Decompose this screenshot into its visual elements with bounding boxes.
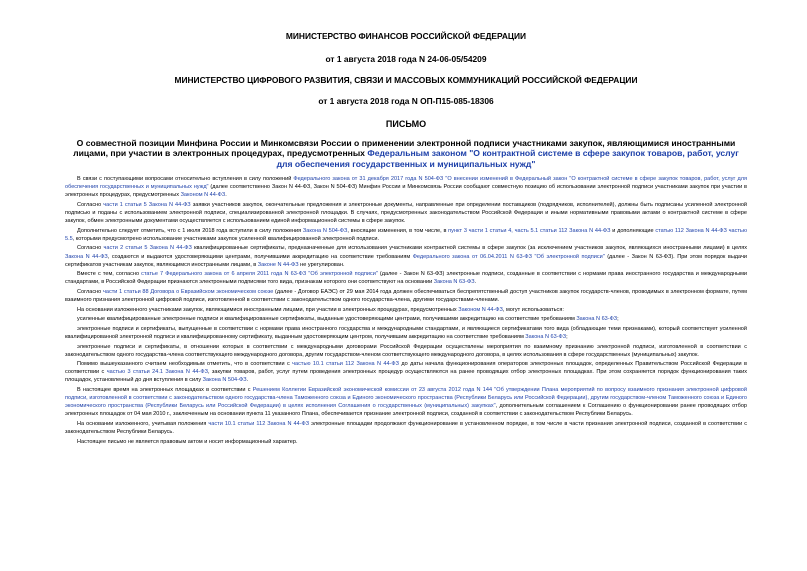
law-reference-link[interactable]: части 1 статьи 5 Закона N 44-ФЗ [103, 202, 191, 208]
paragraph [65, 343, 747, 359]
paragraph-text: заявки участников закупок, окончательные предложения и электронные документы, направленные при определении поставщиков (подрядчиков, исполнителей), должны быть подписаны усиленной электронной подписью и поданы с использованием электронной подписи, специализированной электронной площадки. В случаях, предусмотренных законодательством Российской Федерации и иными нормативными правовыми актами о контрактной системе в сфере закупок, обмен электронными документами осуществляется с использованием единой информационной системы в сфере закупок. [65, 202, 748, 225]
paragraph [65, 315, 747, 323]
paragraph-text: В связи с поступающими вопросами относительно вступления в силу положений [77, 176, 294, 183]
paragraph-text: электронные подписи и сертификаты, выпущенные в соответствии с нормами права иностранного государства и международными стандартами, и являющиеся сертификатами того вида (обладающие теми признаками), который соответствует усиленной квалифицированной электронной подписи и квалифицированному сертификату, выданным удостоверяющим центром, получившим аккредитацию на соответствие требованиям [65, 325, 747, 340]
paragraph [65, 420, 747, 436]
paragraph-text: (далее соответственно Закон N 44-ФЗ, Закон N 504-ФЗ) Минфин России и Минкомсвязь России сообщают совместную позицию об использовании электронной подписи участниками закупок при участии в электронных процедурах, предусмотренных [65, 184, 747, 199]
law-reference-link[interactable]: части 10.1 статьи 112 Закона N 44-ФЗ [208, 420, 310, 427]
law-reference-link[interactable]: частью 3 статьи 24.1 Закона N 44-ФЗ [106, 369, 208, 376]
finance-letter-date: от 1 августа 2018 года N 24-06-05/54209 [325, 54, 487, 64]
law-reference-link[interactable]: части 2 статьи 5 Закона N 44-ФЗ [103, 245, 192, 252]
law-reference-link[interactable]: статье 7 Федерального закона от 6 апреля 2011 года N 63-ФЗ "Об электронной подписи" [141, 271, 378, 278]
paragraph-text: . [246, 377, 249, 384]
paragraph-text: Согласно [77, 245, 104, 252]
paragraph [65, 325, 747, 341]
document-type: ПИСЬМО [385, 119, 427, 129]
paragraph-text: , создаются и выдаются удостоверяющими центрами, получившими аккредитацию на соответствие требованиям [107, 253, 413, 260]
law-reference-link[interactable]: частью 10.1 статьи 112 Закона N 44-ФЗ [292, 361, 399, 368]
paragraph-text: ; [566, 333, 568, 340]
paragraph-text: и дополняющие [610, 227, 656, 234]
paragraph [65, 306, 747, 314]
paragraph-text: , вносящие изменения, в том числе, в [347, 227, 449, 234]
paragraph-text: (далее - Закон N 63-ФЗ) электронные подписи, созданные в соответствии с нормами права иностранного государства и международными стандартами, в Российской Федерации признаются электронными подписями того вида, признакам которого они соответствуют на основании [65, 271, 747, 286]
subject-law-link[interactable]: Федеральным законом "О контрактной системе в сфере закупок товаров, работ, услуг для обеспечения государственных и муниципальных нужд" [276, 148, 739, 169]
paragraph-text: до даты начала функционирования операторов электронных площадок, определенных Правительством Российской Федерации в соответствии с [65, 361, 747, 376]
paragraph-text: ; [617, 316, 619, 323]
law-reference-link[interactable]: Закона N 504-ФЗ [302, 227, 348, 234]
law-reference-link[interactable]: Закона N 504-ФЗ [202, 377, 247, 384]
law-reference-link[interactable]: Федерального закона от 06.04.2011 N 63-ФЗ "Об электронной подписи" [412, 253, 605, 260]
paragraph-text: не урегулирован. [298, 261, 345, 268]
ministry-digital-heading: МИНИСТЕРСТВО ЦИФРОВОГО РАЗВИТИЯ, СВЯЗИ И МАССОВЫХ КОММУНИКАЦИЙ РОССИЙСКОЙ ФЕДЕРАЦИИ [174, 75, 638, 85]
law-reference-link[interactable]: части 1 статьи 88 Договора о Евразийском экономическом союзе [102, 288, 274, 295]
paragraph-text: . [474, 279, 477, 286]
paragraph-text: Дополнительно следует отметить, что с 1 июля 2018 года вступили в силу положения [77, 227, 303, 234]
paragraph-text: (далее - Закон N 63-ФЗ). При этом порядок выдачи сертификатов участникам закупок, являющимся иностранными лицами, в [65, 253, 747, 268]
paragraph-text: , закупки товаров, работ, услуг путем проведения электронных процедур осуществляются на ранее проводящих отбор электронных площадках. При этом сохраняется порядок функционирования таких площадок, установленный до дня вступления в силу [65, 369, 747, 384]
paragraph-text: . [225, 192, 227, 199]
paragraph-text: , которыми предусмотрено использование участниками закупок усиленной квалифицированной электронной подписи. [72, 235, 380, 242]
paragraph [65, 201, 747, 225]
paragraph-text: , могут использоваться: [502, 306, 564, 313]
law-reference-link[interactable]: Законом N 44-ФЗ [180, 192, 226, 199]
paragraph-text: Согласно [77, 202, 104, 208]
paragraph-text: электронные площадки продолжают функционирование в установленном порядке, в том числе в части признания электронной подписи, созданной в соответствии с законодательством Республики Беларусь. [65, 420, 747, 435]
paragraph-text: В настоящее время на электронных площадках в соответствии с [77, 386, 253, 393]
paragraph-text: Вместе с тем, согласно [77, 271, 142, 278]
paragraph-text: Настоящее письмо не является правовым актом и носит информационный характер. [77, 438, 298, 445]
law-reference-link[interactable]: Закона N 63-ФЗ [525, 333, 567, 340]
law-reference-link[interactable]: Федерального закона от 31 декабря 2017 года N 504-ФЗ "О внесении изменений в Федеральный закон "О контрактной системе в сфере закупок товаров, работ, услуг для обеспечения государственных и муниципальных нужд" [65, 176, 747, 191]
paragraph-text: усиленные квалифицированные электронные подписи и квалифицированные сертификаты, выданные удостоверяющими центрами, получившими аккредитацию на соответствие требованиям [77, 316, 577, 323]
paragraph [65, 386, 747, 418]
paragraph [65, 244, 747, 268]
paragraph-text: Помимо вышеуказанного считаем необходимым отметить, что в соответствии с [77, 361, 293, 368]
law-reference-link[interactable]: Законом N 44-ФЗ [458, 306, 503, 313]
law-reference-link[interactable]: Закона N 44-ФЗ [65, 253, 108, 260]
paragraph-text: (далее - Договор ЕАЭС) от 29 мая 2014 года должен обеспечиваться беспрепятственный доступ участников закупок государств-членов, проводимых в электронном формате, путем взаимного признания электронной цифровой подписи, изготовленной в соответствии с законодательством одного государства-члена, другими государствами-членами. [65, 288, 747, 304]
letter-subject [65, 138, 747, 169]
digital-letter-date: от 1 августа 2018 года N ОП-П15-085-18306 [318, 96, 494, 106]
paragraph-text: квалифицированные сертификаты, предназначенные для использования участниками контрактной системы в сфере закупок (за исключением участников закупок, являющихся иностранными лицами) в целях [191, 245, 748, 252]
law-reference-link[interactable]: Решением Коллегии Евразийской экономической комиссии от 23 августа 2012 года N 144 "Об утверждении Плана мероприятий по вопросу взаимного признания электронной цифровой подписи, изготовленной в соответствии с законодательством одного государства-члена Таможенного союза и Единого экономического пространства (Республики Беларусь или Российской Федерации), другим государством-членом Таможенного союза и Единого экономического пространства (Республики Беларусь или Российской Федерации) в целях исполнения Соглашения о государственных (муниципальных) закупках" [65, 386, 747, 410]
law-reference-link[interactable]: Законе N 44-ФЗ [257, 261, 299, 268]
paragraph-text: электронные подписи и сертификаты, в отношении которых в соответствии с международными договорами Российской Федерации осуществлены мероприятия по взаимному признанию электронной подписи, изготовленной в соответствии с законодательством одного государства-члена соответствующего международного договора, другим государством-членом соответствующего международного договора, в целях использования в сфере государственных (муниципальных) закупок. [65, 343, 747, 358]
paragraph [65, 270, 747, 286]
law-reference-link[interactable]: пункт 3 части 1 статьи 4, часть 5.1 статьи 112 Закона N 44-ФЗ [448, 227, 611, 234]
ministry-finance-heading: МИНИСТЕРСТВО ФИНАНСОВ РОССИЙСКОЙ ФЕДЕРАЦИИ [285, 31, 527, 41]
letter-body [65, 175, 747, 445]
law-reference-link[interactable]: статью 112 Закона N 44-ФЗ частью 5.5 [65, 227, 747, 242]
paragraph [65, 288, 747, 304]
paragraph [65, 175, 747, 199]
paragraph-text: На основании изложенного участниками закупок, являющимися иностранными лицами, при участии в электронных процедурах, предусмотренных [77, 306, 459, 313]
law-reference-link[interactable]: Закона N 63-ФЗ [576, 316, 618, 323]
paragraph-text: Согласно [77, 288, 103, 295]
paragraph [65, 360, 747, 384]
law-reference-link[interactable]: Закона N 63-ФЗ [433, 279, 475, 286]
paragraph-text: На основании изложенного, учитывая положения [77, 420, 209, 427]
paragraph-text: , дополнительным соглашением к Соглашению о функционировании ранее проводящих отбор электронных площадок от 04 мая 2010 г., заключенным на основании пункта 11 указанного Плана, обеспечивается признание электронной подписи, созданной в соответствии с законодательством Республики Беларусь. [65, 403, 747, 418]
subject-text: О совместной позиции Минфина России и Минкомсвязи России о применении электронной подписи участниками закупок, являющимися иностранными лицами, при участии в электронных процедурах, предусмотренных [73, 138, 736, 159]
paragraph [65, 227, 747, 243]
paragraph [65, 438, 747, 446]
